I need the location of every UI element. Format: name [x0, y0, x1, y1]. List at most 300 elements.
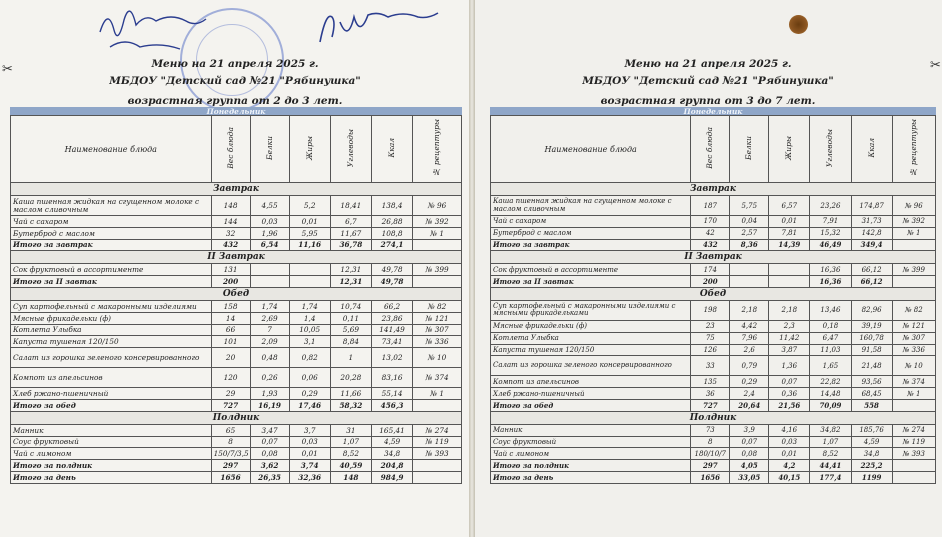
cell-kcal: 141,49 — [371, 324, 412, 336]
dish-row — [491, 227, 936, 239]
left-header-school: МБДОУ "Детский сад №21 "Рябинушка" — [109, 75, 361, 87]
cell-carbs: 5,69 — [330, 324, 371, 336]
table-header-row — [11, 116, 462, 183]
column-header-recipe — [892, 116, 935, 183]
total-label: Итого за полдник — [11, 460, 212, 472]
cell-kcal: 274,1 — [371, 239, 412, 251]
cell-fat: 0,03 — [289, 436, 330, 448]
cell-protein: 2,6 — [730, 344, 769, 356]
section-row — [491, 251, 936, 264]
section-title: Полдник — [11, 411, 462, 424]
cell-recipe-number: № 10 — [892, 356, 935, 376]
left-header-date: Меню на 21 апреля 2025 г. — [151, 58, 319, 70]
cell-carbs: 11,03 — [810, 344, 851, 356]
cell-fat: 0,29 — [289, 388, 330, 400]
section-row — [11, 251, 462, 264]
cell-protein: 0,08 — [730, 448, 769, 460]
section-title: Полдник — [491, 411, 936, 424]
table-header-row — [491, 116, 936, 183]
column-header-recipe — [413, 116, 462, 183]
dish-row — [491, 320, 936, 332]
dish-row — [11, 264, 462, 276]
dish-name: Сок фруктовый в ассортименте — [491, 264, 691, 276]
scissors-icon: ✂ — [2, 62, 13, 77]
cell-weight: 297 — [691, 460, 730, 472]
cell-kcal: 349,4 — [851, 239, 892, 251]
cell-fat: 1,36 — [769, 356, 810, 376]
cell-protein: 0,07 — [730, 436, 769, 448]
dish-name: Чай с лимоном — [491, 448, 691, 460]
cell-weight: 42 — [691, 227, 730, 239]
scissors-icon: ✂ — [930, 58, 941, 73]
column-header-name: Наименование блюда — [491, 116, 691, 183]
cell-protein: 4,55 — [250, 196, 289, 216]
cell-fat: 4,2 — [769, 460, 810, 472]
column-header-carb — [330, 116, 371, 183]
cell-fat — [289, 264, 330, 276]
total-label: Итого за завтрак — [491, 239, 691, 251]
cell-protein: 1,93 — [250, 388, 289, 400]
total-row — [11, 276, 462, 288]
column-header-protein-label: Белки — [264, 135, 274, 161]
cell-protein: 0,07 — [250, 436, 289, 448]
cell-fat: 21,56 — [769, 399, 810, 411]
cell-carbs: 8,52 — [330, 448, 371, 460]
cell-weight: 174 — [691, 264, 730, 276]
cell-protein: 3,9 — [730, 424, 769, 436]
cell-fat: 40,15 — [769, 471, 810, 483]
cell-carbs: 16,36 — [810, 276, 851, 288]
section-title: II Завтрак — [491, 251, 936, 264]
column-header-kcal-label: Ккал — [866, 138, 876, 158]
cell-fat: 0,03 — [769, 436, 810, 448]
column-header-weight-label: Вес блюда — [705, 127, 715, 169]
dish-row — [491, 300, 936, 320]
section-row — [491, 411, 936, 424]
cell-weight: 148 — [211, 196, 250, 216]
cell-recipe-number: № 374 — [892, 376, 935, 388]
cell-weight: 8 — [691, 436, 730, 448]
dish-name: Каша пшенная жидкая на сгущенном молоке с маслом сливочным — [491, 196, 691, 216]
cell-recipe-number: № 1 — [892, 227, 935, 239]
dish-name: Котлета Улыбка — [491, 332, 691, 344]
cell-recipe-number — [892, 239, 935, 251]
dish-row — [11, 324, 462, 336]
cell-fat: 0,01 — [289, 448, 330, 460]
cell-kcal: 225,2 — [851, 460, 892, 472]
cell-kcal: 34,8 — [371, 448, 412, 460]
cell-kcal: 83,16 — [371, 368, 412, 388]
cell-kcal: 23,86 — [371, 312, 412, 324]
cell-recipe-number — [892, 471, 935, 483]
cell-protein — [730, 276, 769, 288]
cell-weight: 120 — [211, 368, 250, 388]
cell-kcal: 68,45 — [851, 388, 892, 400]
cell-protein: 16,19 — [250, 399, 289, 411]
total-row — [11, 471, 462, 483]
dish-row — [11, 227, 462, 239]
cell-carbs: 13,46 — [810, 300, 851, 320]
cell-weight: 20 — [211, 348, 250, 368]
dish-name: Соус фруктовый — [11, 436, 212, 448]
cell-recipe-number: № 121 — [892, 320, 935, 332]
cell-carbs: 8,84 — [330, 336, 371, 348]
dish-name: Мясные фрикадельки (ф) — [11, 312, 212, 324]
cell-kcal: 93,56 — [851, 376, 892, 388]
cell-fat: 10,05 — [289, 324, 330, 336]
cell-weight: 297 — [211, 460, 250, 472]
right-header-group: возрастная группа от 3 до 7 лет. — [600, 95, 816, 107]
cell-kcal: 160,78 — [851, 332, 892, 344]
cell-fat: 4,16 — [769, 424, 810, 436]
cell-recipe-number: № 392 — [892, 216, 935, 228]
cell-weight: 131 — [211, 264, 250, 276]
cell-fat: 0,07 — [769, 376, 810, 388]
total-row — [491, 460, 936, 472]
column-header-weight-label: Вес блюда — [225, 127, 235, 169]
cell-carbs: 46,49 — [810, 239, 851, 251]
cell-protein: 26,35 — [250, 471, 289, 483]
total-row — [491, 239, 936, 251]
cell-carbs: 0,11 — [330, 312, 371, 324]
cell-protein: 0,26 — [250, 368, 289, 388]
cell-kcal: 984,9 — [371, 471, 412, 483]
section-row — [11, 287, 462, 300]
cell-kcal: 49,78 — [371, 276, 412, 288]
dish-name: Бутерброд с маслом — [11, 227, 212, 239]
cell-carbs: 20,28 — [330, 368, 371, 388]
cell-fat: 32,36 — [289, 471, 330, 483]
dish-row — [491, 356, 936, 376]
cell-protein: 3,62 — [250, 460, 289, 472]
cell-weight: 23 — [691, 320, 730, 332]
column-header-carb-label: Углеводы — [345, 128, 355, 168]
column-header-carb — [810, 116, 851, 183]
dish-name: Чай с сахаром — [11, 216, 212, 228]
section-row — [491, 183, 936, 196]
left-day-band: Понедельник — [10, 107, 462, 116]
dish-row — [11, 312, 462, 324]
cell-kcal: 82,96 — [851, 300, 892, 320]
cell-carbs: 148 — [330, 471, 371, 483]
dish-row — [11, 348, 462, 368]
cell-fat: 2,3 — [769, 320, 810, 332]
column-header-fat-label: Жиры — [784, 135, 794, 161]
dish-row — [491, 264, 936, 276]
cell-recipe-number: № 336 — [413, 336, 462, 348]
cell-weight: 66 — [211, 324, 250, 336]
cell-weight: 36 — [691, 388, 730, 400]
dish-name: Хлеб ржано-пшеничный — [491, 388, 691, 400]
cell-weight: 101 — [211, 336, 250, 348]
dish-name: Хлеб ржано-пшеничный — [11, 388, 212, 400]
cell-kcal: 66,2 — [371, 300, 412, 312]
cell-weight: 727 — [691, 399, 730, 411]
dish-name: Манник — [491, 424, 691, 436]
dish-row — [491, 436, 936, 448]
column-header-fat — [769, 116, 810, 183]
cell-recipe-number: № 374 — [413, 368, 462, 388]
cell-fat: 14,39 — [769, 239, 810, 251]
cell-recipe-number: № 307 — [413, 324, 462, 336]
cell-carbs: 23,26 — [810, 196, 851, 216]
cell-carbs: 14,48 — [810, 388, 851, 400]
cell-weight: 1656 — [691, 471, 730, 483]
cell-kcal: 91,58 — [851, 344, 892, 356]
total-label: Итого за день — [11, 471, 212, 483]
section-title: Обед — [491, 287, 936, 300]
dish-name: Чай с лимоном — [11, 448, 212, 460]
cell-weight: 200 — [211, 276, 250, 288]
cell-weight: 180/10/7 — [691, 448, 730, 460]
cell-protein: 5,75 — [730, 196, 769, 216]
cell-recipe-number: № 1 — [413, 227, 462, 239]
dish-row — [491, 332, 936, 344]
column-header-protein-label: Белки — [744, 135, 754, 161]
section-row — [11, 183, 462, 196]
dish-row — [11, 368, 462, 388]
total-row — [491, 276, 936, 288]
dish-name: Соус фруктовый — [491, 436, 691, 448]
total-label: Итого за обед — [491, 399, 691, 411]
cell-weight: 727 — [211, 399, 250, 411]
dish-name: Манник — [11, 424, 212, 436]
cell-kcal: 66,12 — [851, 276, 892, 288]
cell-carbs: 11,67 — [330, 227, 371, 239]
cell-recipe-number: № 336 — [892, 344, 935, 356]
cell-fat: 11,42 — [769, 332, 810, 344]
cell-protein: 0,48 — [250, 348, 289, 368]
cell-protein: 2,4 — [730, 388, 769, 400]
cell-carbs: 18,41 — [330, 196, 371, 216]
cell-fat: 3,1 — [289, 336, 330, 348]
cell-kcal: 558 — [851, 399, 892, 411]
column-header-kcal-label: Ккал — [387, 138, 397, 158]
cell-kcal: 31,73 — [851, 216, 892, 228]
cell-fat: 3,74 — [289, 460, 330, 472]
column-header-recipe-label: № рецептуры — [432, 119, 442, 177]
total-row — [11, 239, 462, 251]
cell-protein: 0,08 — [250, 448, 289, 460]
cell-kcal: 73,41 — [371, 336, 412, 348]
cell-carbs: 1 — [330, 348, 371, 368]
cell-kcal: 185,76 — [851, 424, 892, 436]
dish-name: Суп картофельный с макаронными изделиями с мясными фрикадельками — [491, 300, 691, 320]
column-header-kcal — [371, 116, 412, 183]
dish-row — [491, 424, 936, 436]
dish-name: Компот из апельсинов — [491, 376, 691, 388]
cell-fat — [769, 276, 810, 288]
cell-carbs: 70,09 — [810, 399, 851, 411]
cell-recipe-number: № 96 — [892, 196, 935, 216]
section-title: Обед — [11, 287, 462, 300]
cell-recipe-number: № 121 — [413, 312, 462, 324]
cell-protein: 33,05 — [730, 471, 769, 483]
section-title: Завтрак — [491, 183, 936, 196]
cell-protein: 7 — [250, 324, 289, 336]
cell-protein: 2,57 — [730, 227, 769, 239]
cell-recipe-number: № 399 — [413, 264, 462, 276]
total-row — [491, 471, 936, 483]
cell-carbs: 1,07 — [810, 436, 851, 448]
dish-row — [11, 388, 462, 400]
cell-weight: 158 — [211, 300, 250, 312]
cell-carbs: 16,36 — [810, 264, 851, 276]
cell-fat: 7,81 — [769, 227, 810, 239]
cell-carbs: 1,65 — [810, 356, 851, 376]
cell-recipe-number — [413, 471, 462, 483]
dish-row — [491, 344, 936, 356]
cell-kcal: 13,02 — [371, 348, 412, 368]
cell-protein: 1,74 — [250, 300, 289, 312]
dish-name: Чай с сахаром — [491, 216, 691, 228]
cell-kcal: 66,12 — [851, 264, 892, 276]
cell-fat: 0,06 — [289, 368, 330, 388]
cell-recipe-number: № 96 — [413, 196, 462, 216]
cell-protein: 4,42 — [730, 320, 769, 332]
total-label: Итого за завтрак — [11, 239, 212, 251]
cell-protein: 0,03 — [250, 216, 289, 228]
cell-carbs: 31 — [330, 424, 371, 436]
cell-protein: 20,64 — [730, 399, 769, 411]
total-label: Итого за II завтак — [491, 276, 691, 288]
cell-weight: 432 — [691, 239, 730, 251]
dish-name: Каша пшенная жидкая на сгущенном молоке с маслом сливочным — [11, 196, 212, 216]
dish-name: Салат из горошка зеленого консервированного — [11, 348, 212, 368]
cell-protein: 2,09 — [250, 336, 289, 348]
cell-recipe-number: № 1 — [892, 388, 935, 400]
cell-recipe-number: № 10 — [413, 348, 462, 368]
dish-name: Капуста тушеная 120/150 — [491, 344, 691, 356]
dish-name: Мясные фрикадельки (ф) — [491, 320, 691, 332]
cell-protein: 6,54 — [250, 239, 289, 251]
column-header-protein — [250, 116, 289, 183]
cell-weight: 200 — [691, 276, 730, 288]
left-header-group: возрастная группа от 2 до 3 лет. — [127, 95, 343, 107]
total-label: Итого за обед — [11, 399, 212, 411]
cell-carbs: 15,32 — [810, 227, 851, 239]
dish-row — [11, 336, 462, 348]
cell-weight: 144 — [211, 216, 250, 228]
cell-carbs: 11,66 — [330, 388, 371, 400]
cell-protein — [730, 264, 769, 276]
cell-carbs: 6,7 — [330, 216, 371, 228]
cell-protein — [250, 276, 289, 288]
cell-fat: 5,2 — [289, 196, 330, 216]
total-label: Итого за II завтак — [11, 276, 212, 288]
cell-kcal: 108,8 — [371, 227, 412, 239]
cell-recipe-number — [413, 460, 462, 472]
cell-recipe-number — [413, 276, 462, 288]
cell-fat: 0,01 — [769, 448, 810, 460]
dish-row — [11, 436, 462, 448]
total-row — [491, 399, 936, 411]
cell-recipe-number — [892, 399, 935, 411]
right-menu-table — [490, 115, 936, 484]
cell-carbs: 36,78 — [330, 239, 371, 251]
column-header-recipe-label: № рецептуры — [908, 119, 918, 177]
dish-name: Суп картофельный с макаронными изделиями — [11, 300, 212, 312]
cell-weight: 198 — [691, 300, 730, 320]
cell-recipe-number: № 274 — [413, 424, 462, 436]
column-header-weight — [211, 116, 250, 183]
total-label: Итого за полдник — [491, 460, 691, 472]
cell-weight: 75 — [691, 332, 730, 344]
cell-fat: 11,16 — [289, 239, 330, 251]
dish-row — [491, 376, 936, 388]
cell-fat — [769, 264, 810, 276]
cell-kcal: 456,3 — [371, 399, 412, 411]
cell-recipe-number: № 393 — [892, 448, 935, 460]
cell-protein: 0,79 — [730, 356, 769, 376]
cell-carbs: 10,74 — [330, 300, 371, 312]
cell-fat — [289, 276, 330, 288]
cell-fat: 5,95 — [289, 227, 330, 239]
cell-weight: 29 — [211, 388, 250, 400]
dish-name: Компот из апельсинов — [11, 368, 212, 388]
cell-recipe-number: № 119 — [892, 436, 935, 448]
cell-kcal: 39,19 — [851, 320, 892, 332]
right-header-date: Меню на 21 апреля 2025 г. — [624, 58, 792, 70]
cell-fat: 3,87 — [769, 344, 810, 356]
dish-name: Котлета Улыбка — [11, 324, 212, 336]
cell-kcal: 4,59 — [371, 436, 412, 448]
cell-recipe-number: № 274 — [892, 424, 935, 436]
cell-carbs: 6,47 — [810, 332, 851, 344]
cell-weight: 33 — [691, 356, 730, 376]
dish-row — [491, 388, 936, 400]
dish-row — [11, 216, 462, 228]
cell-kcal: 138,4 — [371, 196, 412, 216]
cell-protein: 7,96 — [730, 332, 769, 344]
cell-fat: 6,57 — [769, 196, 810, 216]
cell-carbs: 12,31 — [330, 264, 371, 276]
cell-weight: 32 — [211, 227, 250, 239]
right-day-band: Понедельник — [490, 107, 936, 116]
punch-hole — [789, 15, 808, 34]
cell-fat: 0,01 — [289, 216, 330, 228]
dish-row — [491, 448, 936, 460]
cell-weight: 135 — [691, 376, 730, 388]
cell-recipe-number — [892, 276, 935, 288]
cell-carbs: 58,32 — [330, 399, 371, 411]
left-menu-table — [10, 115, 462, 484]
cell-fat: 0,82 — [289, 348, 330, 368]
cell-recipe-number — [413, 239, 462, 251]
cell-carbs: 8,52 — [810, 448, 851, 460]
cell-carbs: 0,18 — [810, 320, 851, 332]
dish-name: Бутерброд с маслом — [491, 227, 691, 239]
cell-protein: 2,18 — [730, 300, 769, 320]
cell-recipe-number — [413, 399, 462, 411]
cell-fat: 0,01 — [769, 216, 810, 228]
cell-weight: 8 — [211, 436, 250, 448]
column-header-protein — [730, 116, 769, 183]
dish-name: Капуста тушеная 120/150 — [11, 336, 212, 348]
section-title: Завтрак — [11, 183, 462, 196]
cell-protein: 4,05 — [730, 460, 769, 472]
dish-row — [11, 300, 462, 312]
cell-carbs: 177,4 — [810, 471, 851, 483]
dish-row — [491, 216, 936, 228]
cell-fat: 2,18 — [769, 300, 810, 320]
cell-recipe-number: № 307 — [892, 332, 935, 344]
cell-kcal: 1199 — [851, 471, 892, 483]
cell-weight: 65 — [211, 424, 250, 436]
left-header — [0, 57, 470, 108]
cell-recipe-number — [892, 460, 935, 472]
cell-weight: 187 — [691, 196, 730, 216]
